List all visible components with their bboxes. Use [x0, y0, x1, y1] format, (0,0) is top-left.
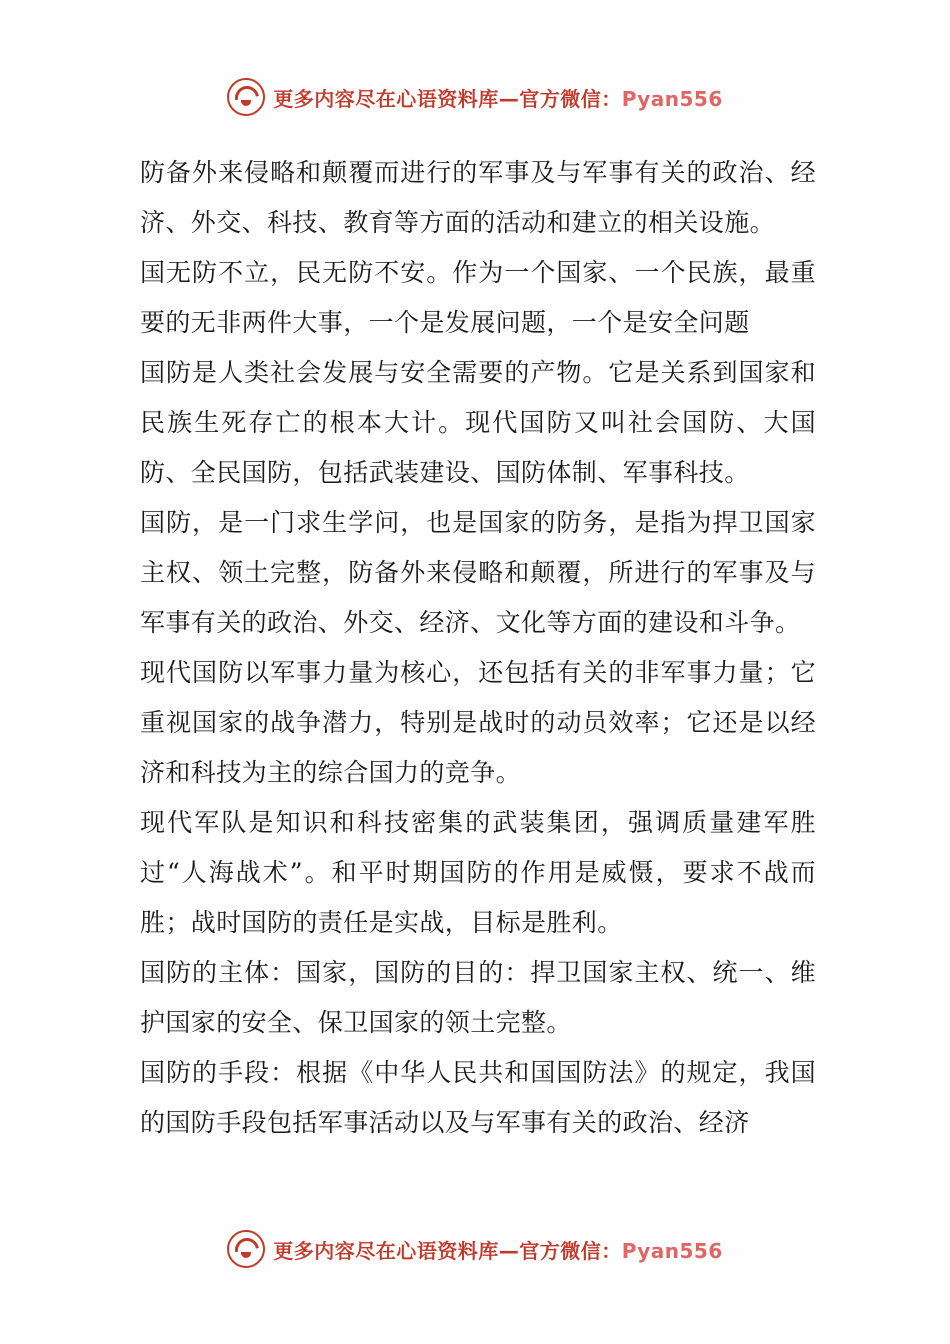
paragraph: 现代军队是知识和科技密集的武装集团，强调质量建军胜过“人海战术”。和平时期国防的作用是威慑，要求不战而胜；战时国防的责任是实战，目标是胜利。 [140, 808, 816, 937]
document-body [140, 148, 816, 1148]
paragraph: 现代国防以军事力量为核心，还包括有关的非军事力量；它重视国家的战争潜力，特别是战时的动员效率；它还是以经济和科技为主的综合国力的竞争。 [140, 658, 816, 787]
paragraph: 国无防不立，民无防不安。作为一个国家、一个民族，最重要的无非两件大事，一个是发展问题，一个是安全问题 [140, 258, 816, 337]
watermark-banner-top [0, 78, 950, 116]
seal-logo-icon [227, 1230, 265, 1268]
watermark-account-id-bottom: Pyan556 [621, 1238, 723, 1263]
watermark-text-top [273, 83, 723, 112]
seal-logo-icon [227, 78, 265, 116]
paragraph: 国防的主体：国家，国防的目的：捍卫国家主权、统一、维护国家的安全、保卫国家的领土完整。 [140, 958, 816, 1037]
watermark-text-bottom [273, 1235, 723, 1264]
paragraph: 国防，是一门求生学问，也是国家的防务，是指为捍卫国家主权、领土完整，防备外来侵略和颠覆，所进行的军事及与军事有关的政治、外交、经济、文化等方面的建设和斗争。 [140, 508, 816, 637]
watermark-account-id-top: Pyan556 [621, 86, 723, 111]
paragraph: 防备外来侵略和颠覆而进行的军事及与军事有关的政治、经济、外交、科技、教育等方面的活动和建立的相关设施。 [140, 158, 816, 237]
watermark-main-text-top: 更多内容尽在心语资料库—官方微信： [273, 86, 622, 111]
paragraph: 国防的手段：根据《中华人民共和国国防法》的规定，我国的国防手段包括军事活动以及与军事有关的政治、经济 [140, 1058, 816, 1137]
paragraph: 国防是人类社会发展与安全需要的产物。它是关系到国家和民族生死存亡的根本大计。现代国防又叫社会国防、大国防、全民国防，包括武装建设、国防体制、军事科技。 [140, 358, 816, 487]
watermark-banner-bottom [0, 1230, 950, 1268]
watermark-main-text-bottom: 更多内容尽在心语资料库—官方微信： [273, 1238, 622, 1263]
